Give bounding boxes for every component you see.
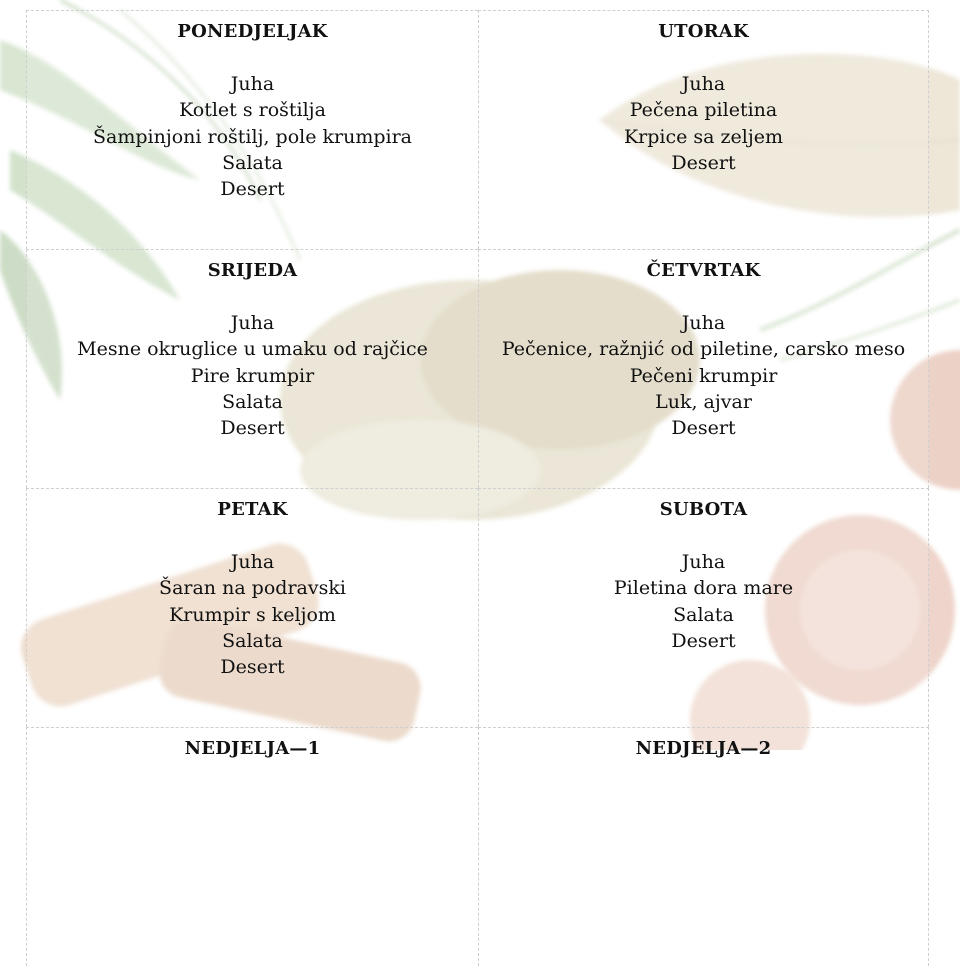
- day-title: PONEDJELJAK: [177, 21, 328, 42]
- dish-item: Salata: [673, 603, 734, 626]
- dish-item: Desert: [220, 656, 285, 679]
- day-cell: [478, 10, 929, 249]
- dish-list: [27, 310, 478, 441]
- day-title: SRIJEDA: [207, 260, 298, 281]
- dish-item: Pečena piletina: [629, 99, 778, 122]
- day-cell: [478, 488, 929, 727]
- day-title: ČETVRTAK: [646, 260, 761, 281]
- weekly-menu-grid: [26, 10, 929, 966]
- dish-item: Krumpir s keljom: [169, 603, 336, 626]
- dish-list: [27, 71, 478, 202]
- day-title: UTORAK: [658, 21, 749, 42]
- day-cell: [26, 249, 478, 488]
- dish-item: Juha: [681, 312, 726, 334]
- day-cell: [26, 488, 478, 727]
- day-title: SUBOTA: [659, 499, 748, 520]
- dish-item: Salata: [222, 151, 283, 174]
- dish-item: Desert: [220, 178, 285, 201]
- dish-item: Kotlet s roštilja: [179, 99, 326, 122]
- day-cell: [26, 727, 478, 966]
- day-title: NEDJELJA—1: [184, 738, 321, 759]
- day-title: PETAK: [217, 499, 288, 520]
- dish-list: [479, 549, 928, 654]
- dish-item: Salata: [222, 629, 283, 652]
- dish-item: Desert: [671, 629, 736, 652]
- dish-item: Juha: [681, 551, 726, 573]
- dish-item: Desert: [220, 417, 285, 440]
- dish-list: [27, 549, 478, 680]
- day-cell: [478, 727, 929, 966]
- dish-item: Desert: [671, 417, 736, 440]
- day-title: NEDJELJA—2: [635, 738, 772, 759]
- dish-item: Juha: [681, 73, 726, 95]
- dish-list: [479, 310, 928, 441]
- dish-list: [479, 71, 928, 176]
- dish-item: Juha: [230, 312, 275, 334]
- dish-item: Mesne okruglice u umaku od rajčice: [77, 338, 428, 361]
- dish-item: Desert: [671, 151, 736, 174]
- dish-item: Šaran na podravski: [159, 577, 346, 600]
- day-cell: [26, 10, 478, 249]
- dish-item: Pečenice, ražnjić od piletine, carsko meso: [501, 338, 906, 361]
- day-cell: [478, 249, 929, 488]
- dish-item: Juha: [230, 73, 275, 95]
- dish-item: Pečeni krumpir: [629, 364, 778, 387]
- dish-item: Pire krumpir: [190, 364, 315, 387]
- dish-item: Salata: [222, 390, 283, 413]
- dish-item: Krpice sa zeljem: [623, 125, 784, 148]
- dish-item: Luk, ajvar: [655, 390, 752, 413]
- dish-item: Šampinjoni roštilj, pole krumpira: [92, 125, 412, 148]
- dish-item: Piletina dora mare: [613, 577, 794, 600]
- dish-item: Juha: [230, 551, 275, 573]
